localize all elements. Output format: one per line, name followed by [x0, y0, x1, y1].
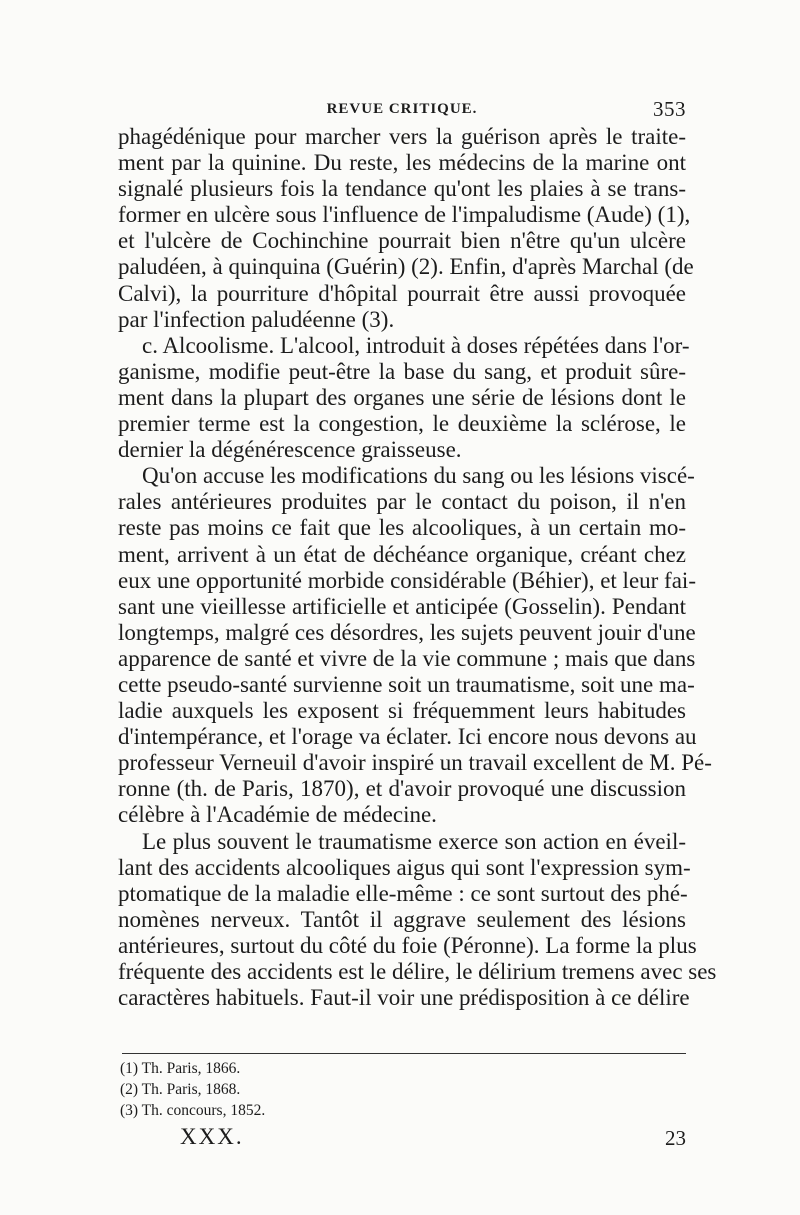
text-line: par l'infection paludéenne (3). [118, 306, 395, 332]
page-number: 353 [653, 97, 686, 121]
text-line: ptomatique de la maladie elle-même : ce sont surtout des phé- [118, 880, 688, 906]
text-line: fréquente des accidents est le délire, le délirium tremens avec ses [118, 959, 717, 984]
text-line: ladie auxquels les exposent si fréquemment leurs habitudes [118, 698, 686, 724]
running-title: REVUE CRITIQUE. [326, 101, 478, 117]
text-line: ronne (th. de Paris, 1870), et d'avoir provoqué une discussion [118, 776, 686, 802]
footnote: (2) Th. Paris, 1868. [120, 1081, 241, 1098]
text-line: dernier la dégénérescence graisseuse. [118, 437, 462, 463]
text-line: sant une vieillesse artificielle et anticipée (Gosselin). Pendant [118, 593, 686, 619]
footnote-divider [122, 1053, 686, 1054]
text-line: phagédénique pour marcher vers la guérison après le traite- [118, 124, 686, 149]
text-line: c. Alcoolisme. L'alcool, introduit à doses répétées dans l'or- [142, 332, 690, 358]
text-line: caractères habituels. Faut-il voir une prédisposition à ce délire [118, 985, 690, 1011]
text-line: nomènes nerveux. Tantôt il aggrave seulement des lésions [118, 906, 686, 932]
text-line: apparence de santé et vivre de la vie commune ; mais que dans [118, 645, 696, 671]
text-line: professeur Verneuil d'avoir inspiré un travail excellent de M. Pé- [118, 750, 712, 776]
text-line: rales antérieures produites par le contact du poison, il n'en [118, 489, 686, 515]
footnotes [120, 1058, 680, 1121]
text-line: longtemps, malgré ces désordres, les sujets peuvent jouir d'une [118, 619, 696, 645]
text-line: et l'ulcère de Cochinchine pourrait bien n'être qu'un ulcère [118, 228, 686, 254]
text-line: ment dans la plupart des organes une série de lésions dont le [118, 384, 686, 410]
text-line: ganisme, modifie peut-être la base du sang, et produit sûre- [118, 358, 686, 384]
text-line: cette pseudo-santé survienne soit un traumatisme, soit une ma- [118, 671, 695, 697]
text-line: premier terme est la congestion, le deuxième la sclérose, le [118, 411, 686, 437]
body-text [118, 124, 717, 1011]
text-line: lant des accidents alcooliques aigus qui sont l'expression sym- [118, 854, 691, 880]
document-page [118, 0, 717, 1215]
sheet-number: 23 [665, 1126, 686, 1150]
text-line: former en ulcère sous l'influence de l'impaludisme (Aude) (1), [118, 202, 691, 228]
text-line: antérieures, surtout du côté du foie (Péronne). La forme la plus [118, 932, 697, 958]
page-header [118, 97, 686, 123]
text-line: paludéen, à quinquina (Guérin) (2). Enfin, d'après Marchal (de [118, 254, 694, 280]
text-line: ment par la quinine. Du reste, les médecins de la marine ont [118, 150, 686, 176]
text-line: ment, arrivent à un état de déchéance organique, créant chez [118, 541, 686, 567]
text-line: eux une opportunité morbide considérable (Béhier), et leur fai- [118, 567, 696, 593]
footnote: (3) Th. concours, 1852. [120, 1102, 266, 1119]
text-line: signalé plusieurs fois la tendance qu'ont les plaies à se trans- [118, 176, 686, 202]
text-line: d'intempérance, et l'orage va éclater. Ici encore nous devons au [118, 724, 697, 750]
text-line: reste pas moins ce fait que les alcooliques, à un certain mo- [118, 515, 686, 541]
text-line: Qu'on accuse les modifications du sang ou les lésions viscé- [142, 463, 695, 489]
footnote: (1) Th. Paris, 1866. [120, 1060, 241, 1077]
text-line: Calvi), la pourriture d'hôpital pourrait être aussi provoquée [118, 280, 686, 306]
text-line: Le plus souvent le traumatisme exerce son action en éveil- [142, 828, 686, 854]
text-line: célèbre à l'Académie de médecine. [118, 802, 437, 828]
sheet-signature: XXX. [180, 1124, 244, 1149]
